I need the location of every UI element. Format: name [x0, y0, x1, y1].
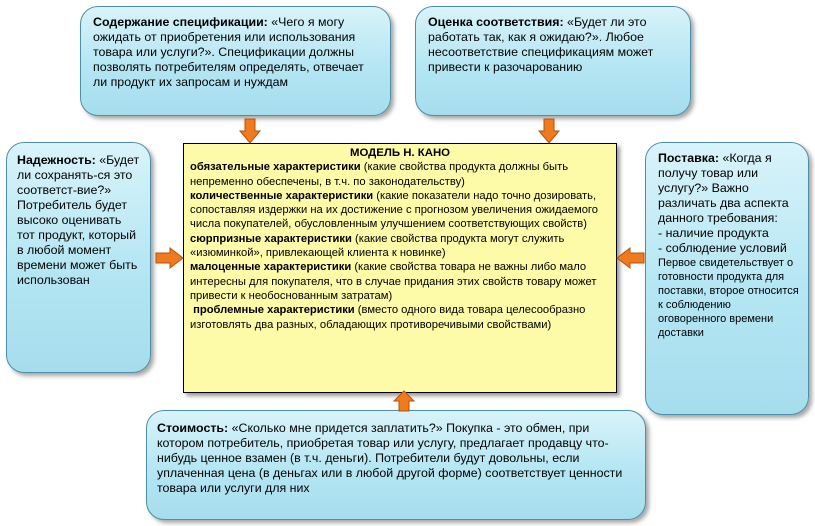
delivery-text: «Когда я получу товар или услугу?» Важно различать два аспекта данного требования: [658, 151, 789, 225]
delivery-bubble [645, 142, 809, 415]
model-item-problematic [190, 303, 610, 332]
arrow-up-icon [394, 391, 414, 411]
model-item-term: количественные характеристики [190, 189, 374, 202]
delivery-note: Первое свидетельствует о готовности продукта для поставки, второе относится к соблюдению оговоренного времени доставки [658, 257, 799, 339]
arrow-right-icon [156, 248, 183, 268]
delivery-heading: Поставка: [658, 151, 719, 165]
model-item-desc: (какие свойства товара не важны либо мало интересны для покупателя, что в случае придания этих свойств товару может привести к необоснованным затратам) [190, 261, 597, 302]
kano-model-box [183, 143, 617, 393]
model-title: МОДЕЛЬ Н. КАНО [349, 147, 451, 159]
specification-heading: Содержание спецификации: [93, 15, 268, 29]
arrow-left-icon [617, 248, 644, 268]
model-item-quantitative [190, 189, 610, 232]
model-item-term: проблемные характеристики [193, 304, 355, 317]
specification-bubble [80, 6, 391, 116]
model-item-desc: (какие показатели надо точно дозировать, сопоставляя издержки на их достижение с прогнозом увеличения ожидаемого числа покупателей, обусловленным улучшением соответствующих свойств) [190, 189, 598, 231]
reliability-bubble [6, 142, 151, 373]
reliability-heading: Надежность: [17, 153, 96, 167]
cost-text: «Сколько мне придется заплатить?» Покупка - это обмен, при котором потребитель, приобретая товар или услугу, предлагает продавцу что-нибудь ценное взамен (в т.ч. деньги). Потребители будут довольны, если уплаченная цена (в деньгах или в любой другой форме) соответствует ценности товара или услуги для них [157, 421, 623, 495]
cost-heading: Стоимость: [157, 421, 229, 435]
conformance-heading: Оценка соответствия: [428, 15, 564, 29]
conformance-text: «Будет ли это работать так, как я ожидаю?». Любое несоответствие спецификациям может привести к разочарованию [428, 15, 654, 74]
conformance-bubble [415, 6, 691, 116]
model-item-surprise [190, 232, 610, 261]
model-item-term: сюрпризные характеристики [190, 232, 352, 245]
model-item-desc: (какие свойства продукта могут служить «изюминкой», привлекающей клиента к новинке) [190, 232, 565, 260]
specification-text: «Чего я могу ожидать от приобретения или использования товара или услуги?». Спецификации должны позволять потребителям определять, отвечает ли продукт их запросам и нуждам [93, 15, 364, 89]
model-item-desc: (вместо одного вида товара целесообразно изготовлять два разных, обладающих противоречивыми свойствами) [190, 304, 586, 331]
arrow-down-right-icon [539, 119, 559, 143]
model-item-mandatory [190, 160, 610, 189]
arrow-down-left-icon [240, 119, 260, 143]
cost-bubble [146, 410, 646, 520]
delivery-item: - соблюдение условий [658, 241, 787, 255]
reliability-text: «Будет ли сохранять-ся это соответст-вие?» Потребитель будет высоко оценивать тот продукт, который в любой момент времени может быть использован [17, 153, 140, 287]
model-item-desc: (какие свойства продукта должны быть непременно обеспечены, в т.ч. по законодательству) [190, 161, 569, 188]
delivery-item: - наличие продукта [658, 226, 769, 240]
model-item-term: малоценные характеристики [190, 261, 352, 274]
model-item-low-value [190, 260, 610, 303]
model-item-term: обязательные характеристики [190, 161, 361, 174]
